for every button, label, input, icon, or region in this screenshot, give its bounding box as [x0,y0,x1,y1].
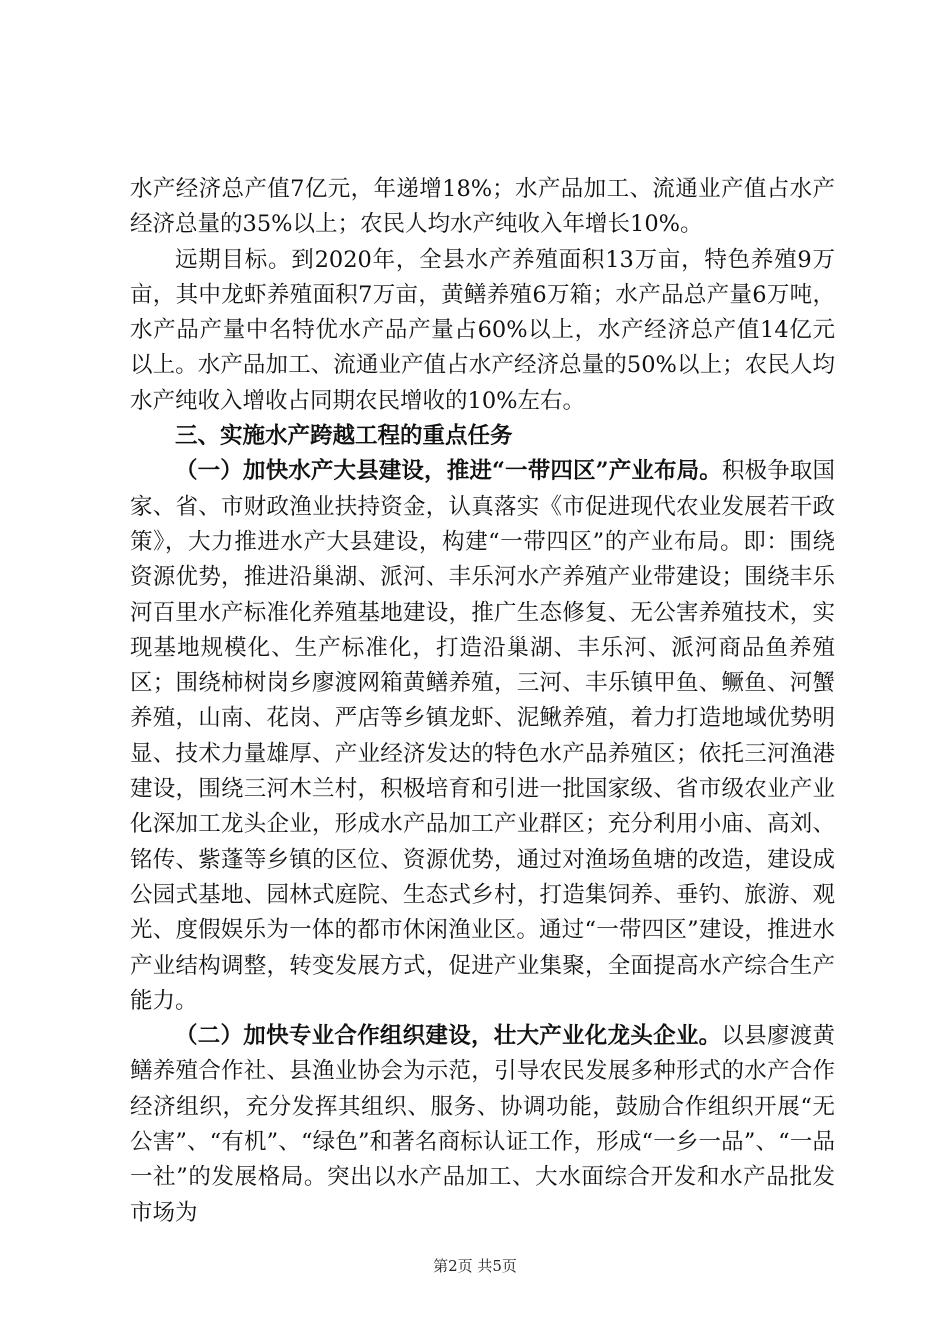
document-body [130,172,835,1231]
paragraph-task-2 [130,1019,835,1231]
section-heading: 三、实施水产跨越工程的重点任务 [175,423,513,450]
task-2-lead: （二）加快专业合作组织建设，壮大产业化龙头企业。 [175,1023,722,1050]
paragraph-continuation: 水产经济总产值7亿元，年递增18%；水产品加工、流通业产值占水产经济总量的35%以上；农民人均水产纯收入年增长10%。 [130,176,835,238]
task-1-lead: （一）加快水产大县建设，推进“一带四区”产业布局。 [175,458,722,485]
task-1-body: 积极争取国家、省、市财政渔业扶持资金，认真落实《市促进现代农业发展若干政策》，大力推进水产大县建设，构建“一带四区”的产业布局。即：围绕资源优势，推进沿巢湖、派河、丰乐河水产养殖产业带建设；围绕丰乐河百里水产标准化养殖基地建设，推广生态修复、无公害养殖技术，实现基地规模化、生产标准化，打造沿巢湖、丰乐河、派河商品鱼养殖区；围绕柿树岗乡廖渡网箱黄鳝养殖，三河、丰乐镇甲鱼、鳜鱼、河蟹养殖，山南、花岗、严店等乡镇龙虾、泥鳅养殖，着力打造地域优势明显、技术力量雄厚、产业经济发达的特色水产品养殖区；依托三河渔港建设，围绕三河木兰村，积极培育和引进一批国家级、省市级农业产业化深加工龙头企业，形成水产品加工产业群区；充分利用小庙、高刘、铭传、紫蓬等乡镇的区位、资源优势，通过对渔场鱼塘的改造，建设成公园式基地、园林式庭院、生态式乡村，打造集饲养、垂钓、旅游、观光、度假娱乐为一体的都市休闲渔业区。通过“一带四区”建设，推进水产业结构调整，转变发展方式，促进产业集聚，全面提高水产综合生产能力。 [130,458,835,1014]
paragraph-task-1 [130,454,835,1019]
task-2-body: 以县廖渡黄鳝养殖合作社、县渔业协会为示范，引导农民发展多种形式的水产合作经济组织，充分发挥其组织、服务、协调功能，鼓励合作组织开展“无公害”、“有机”、“绿色”和著名商标认证工作，形成“一乡一品”、“一品一社”的发展格局。突出以水产品加工、大水面综合开发和水产品批发市场为 [130,1023,835,1226]
page-footer: 第2页 共5页 [433,1257,517,1275]
paragraph-long-term-goal: 远期目标。到2020年，全县水产养殖面积13万亩，特色养殖9万亩，其中龙虾养殖面积7万亩，黄鳝养殖6万箱；水产品总产量6万吨，水产品产量中名特优水产品产量占60%以上，水产经济总产值14亿元以上。水产品加工、流通业产值占水产经济总量的50%以上；农民人均水产纯收入增收占同期农民增收的10%左右。 [130,246,835,414]
